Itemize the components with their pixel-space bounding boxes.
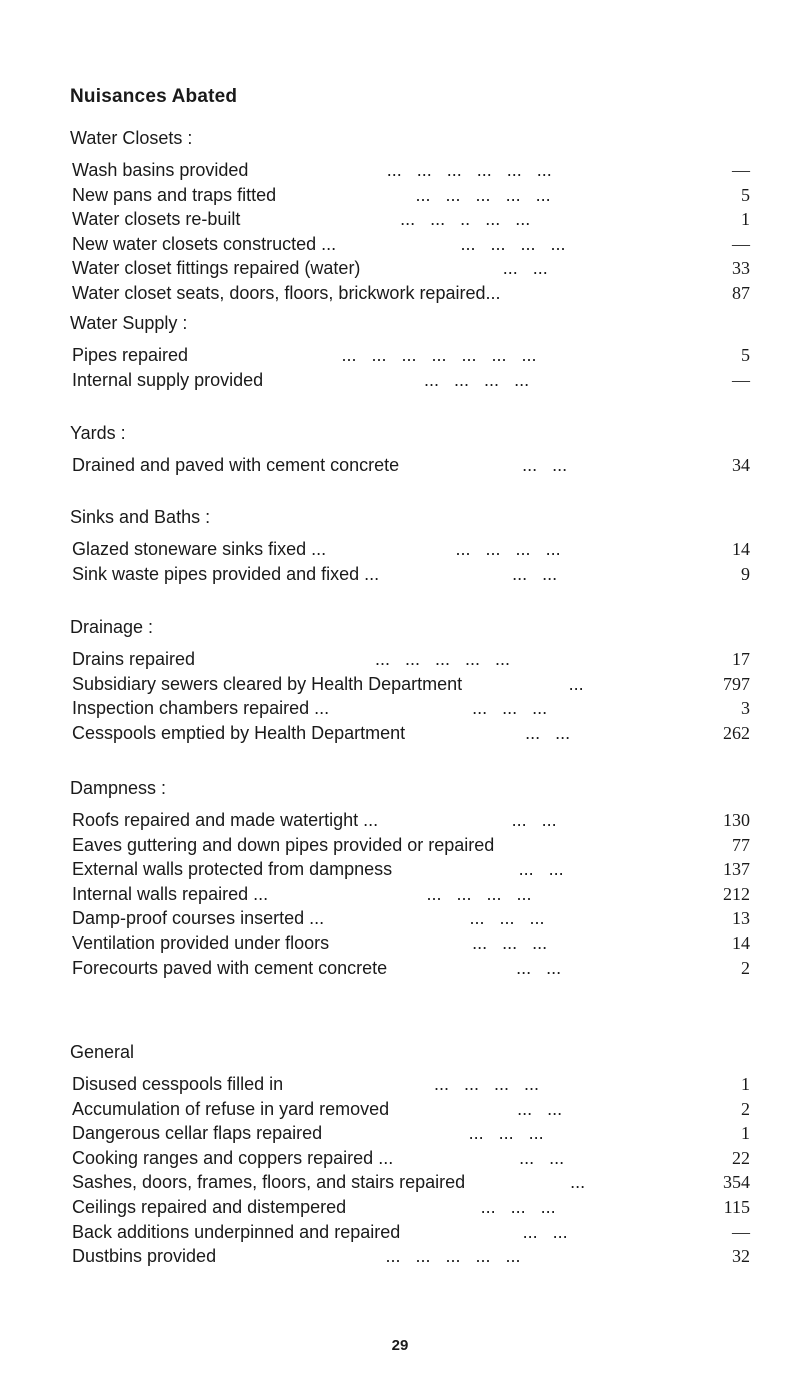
leader-dots: ... ...	[512, 563, 558, 584]
leader-dots: ... ...	[519, 1147, 565, 1168]
row-label: Forecourts paved with cement concrete	[72, 957, 388, 978]
row-value: 354	[723, 1172, 750, 1193]
section-general	[70, 1039, 750, 1269]
section-heading: Drainage :	[70, 617, 154, 637]
row-value: 34	[732, 455, 750, 475]
leader-dots: ... ... ...	[468, 1123, 544, 1144]
leader-dots: ... ...	[517, 1098, 563, 1119]
leader-dots: ... ...	[525, 722, 571, 743]
table-row	[70, 857, 750, 882]
row-value: —	[732, 369, 750, 390]
row-value: 32	[732, 1246, 750, 1267]
leader-dots: ...	[570, 1172, 586, 1193]
row-value: 2	[741, 1098, 750, 1119]
leader-dots: ... ...	[518, 859, 564, 880]
table-row	[70, 647, 750, 672]
section-water-closets	[70, 125, 750, 306]
row-value: 130	[723, 810, 750, 830]
table-row	[70, 1072, 750, 1097]
row-label: Cesspools emptied by Health Department	[72, 722, 406, 743]
table-row	[70, 1121, 750, 1146]
table-row	[70, 183, 750, 208]
row-value: 1	[741, 1074, 750, 1094]
row-label: Water closet seats, doors, floors, brickwork repaired...	[72, 282, 501, 303]
leader-dots: ... ... ... ... ...	[375, 649, 511, 669]
row-label: Inspection chambers repaired ...	[72, 698, 330, 719]
section-heading: General	[70, 1042, 135, 1062]
table-row	[70, 453, 750, 478]
table-row	[70, 672, 750, 697]
section-heading: Water Closets :	[70, 128, 193, 148]
section-dampness	[70, 775, 750, 980]
leader-dots: ... ... ...	[469, 908, 545, 929]
row-label: External walls protected from dampness	[72, 859, 393, 880]
section-heading: Dampness :	[70, 778, 167, 798]
table-row	[70, 368, 750, 393]
row-label: Wash basins provided	[72, 160, 249, 180]
row-label: Ventilation provided under floors	[72, 932, 330, 953]
table-row	[70, 906, 750, 931]
leader-dots: ... ...	[511, 810, 557, 830]
leader-dots: ... ... ... ... ...	[415, 184, 551, 205]
leader-dots: ... ...	[522, 1221, 568, 1242]
row-value: 2	[741, 957, 750, 978]
row-label: Drains repaired	[72, 649, 196, 669]
row-label: Glazed stoneware sinks fixed ...	[72, 539, 327, 559]
leader-dots: ... ... ... ... ...	[385, 1246, 521, 1267]
table-row	[70, 696, 750, 721]
table-row	[70, 256, 750, 281]
row-label: Disused cesspools filled in	[72, 1074, 284, 1094]
row-value: —	[732, 1221, 750, 1242]
section-yards	[70, 420, 750, 478]
row-value: 3	[741, 698, 750, 719]
row-value: 17	[732, 649, 750, 669]
table-row	[70, 931, 750, 956]
leader-dots: ... ... ...	[472, 932, 548, 953]
table-row	[70, 1244, 750, 1269]
row-value: 87	[732, 282, 750, 303]
table-row	[70, 343, 750, 368]
table-row	[70, 808, 750, 833]
row-value: 9	[741, 563, 750, 584]
row-label: Accumulation of refuse in yard removed	[72, 1098, 390, 1119]
table-row	[70, 1097, 750, 1122]
row-label: Drained and paved with cement concrete	[72, 455, 400, 475]
row-label: Dustbins provided	[72, 1246, 217, 1267]
table-row	[70, 833, 750, 858]
row-value: 22	[732, 1147, 750, 1168]
page-title: Nuisances Abated	[70, 86, 238, 107]
leader-dots: ... ... ... ...	[455, 539, 561, 559]
row-value: 212	[723, 883, 750, 904]
row-label: Water closet fittings repaired (water)	[72, 258, 361, 279]
row-label: New water closets constructed ...	[72, 233, 337, 254]
table-row	[70, 207, 750, 232]
row-label: Ceilings repaired and distempered	[72, 1196, 347, 1217]
leader-dots: ... ... ... ...	[460, 233, 566, 254]
leader-dots: ... ... ... ...	[424, 369, 530, 390]
leader-dots: ...	[568, 673, 584, 694]
row-label: Back additions underpinned and repaired	[72, 1221, 401, 1242]
row-value: 115	[723, 1196, 750, 1217]
row-label: Internal supply provided	[72, 369, 264, 390]
page-number: 29	[391, 1337, 409, 1354]
section-sinks-and-baths	[70, 504, 750, 586]
section-heading: Water Supply :	[70, 313, 188, 333]
leader-dots: ... ... ... ...	[434, 1074, 540, 1094]
row-value: —	[732, 233, 750, 254]
section-water-supply	[70, 310, 750, 392]
leader-dots: ... ...	[522, 455, 568, 475]
row-label: Water closets re-built	[72, 209, 241, 230]
leader-dots: ... ... ... ... ... ...	[386, 160, 552, 180]
section-heading: Sinks and Baths :	[70, 507, 211, 527]
row-label: Dangerous cellar flaps repaired	[72, 1123, 323, 1144]
row-value: —	[732, 160, 750, 180]
row-value: 137	[723, 859, 750, 880]
row-value: 5	[741, 345, 750, 365]
leader-dots: ... ... ... ... ... ... ...	[341, 345, 537, 365]
row-value: 5	[741, 184, 750, 205]
table-row	[70, 281, 750, 306]
table-row	[70, 562, 750, 587]
row-value: 13	[732, 908, 750, 929]
row-label: Roofs repaired and made watertight ...	[72, 810, 379, 830]
table-row	[70, 232, 750, 257]
row-label: Damp-proof courses inserted ...	[72, 908, 325, 929]
table-row	[70, 1195, 750, 1220]
row-label: Eaves guttering and down pipes provided or repaired	[72, 834, 495, 855]
row-value: 14	[732, 932, 750, 953]
table-row	[70, 1220, 750, 1245]
leader-dots: ... ... ...	[472, 698, 548, 719]
section-drainage	[70, 614, 750, 745]
row-label: New pans and traps fitted	[72, 184, 277, 205]
row-label: Sink waste pipes provided and fixed ...	[72, 563, 380, 584]
table-row	[70, 882, 750, 907]
row-label: Sashes, doors, frames, floors, and stairs repaired	[72, 1172, 466, 1193]
table-row	[70, 1146, 750, 1171]
leader-dots: ... ... ...	[480, 1196, 556, 1217]
row-label: Cooking ranges and coppers repaired ...	[72, 1147, 394, 1168]
table-row	[70, 721, 750, 746]
row-value: 797	[723, 673, 750, 694]
row-value: 77	[732, 834, 750, 855]
row-value: 1	[741, 209, 750, 230]
row-value: 262	[723, 722, 750, 743]
row-value: 14	[732, 539, 750, 559]
row-value: 33	[732, 258, 750, 279]
row-label: Pipes repaired	[72, 345, 189, 365]
row-label: Internal walls repaired ...	[72, 883, 269, 904]
table-row	[70, 956, 750, 981]
table-row	[70, 158, 750, 183]
section-heading: Yards :	[70, 423, 126, 443]
row-label: Subsidiary sewers cleared by Health Department	[72, 673, 463, 694]
table-row	[70, 537, 750, 562]
leader-dots: ... ... ... ...	[426, 883, 532, 904]
row-value: 1	[741, 1123, 750, 1144]
leader-dots: ... ...	[502, 258, 548, 279]
leader-dots: ... ...	[516, 957, 562, 978]
table-row	[70, 1170, 750, 1195]
leader-dots: ... ... .. ... ...	[400, 209, 531, 230]
